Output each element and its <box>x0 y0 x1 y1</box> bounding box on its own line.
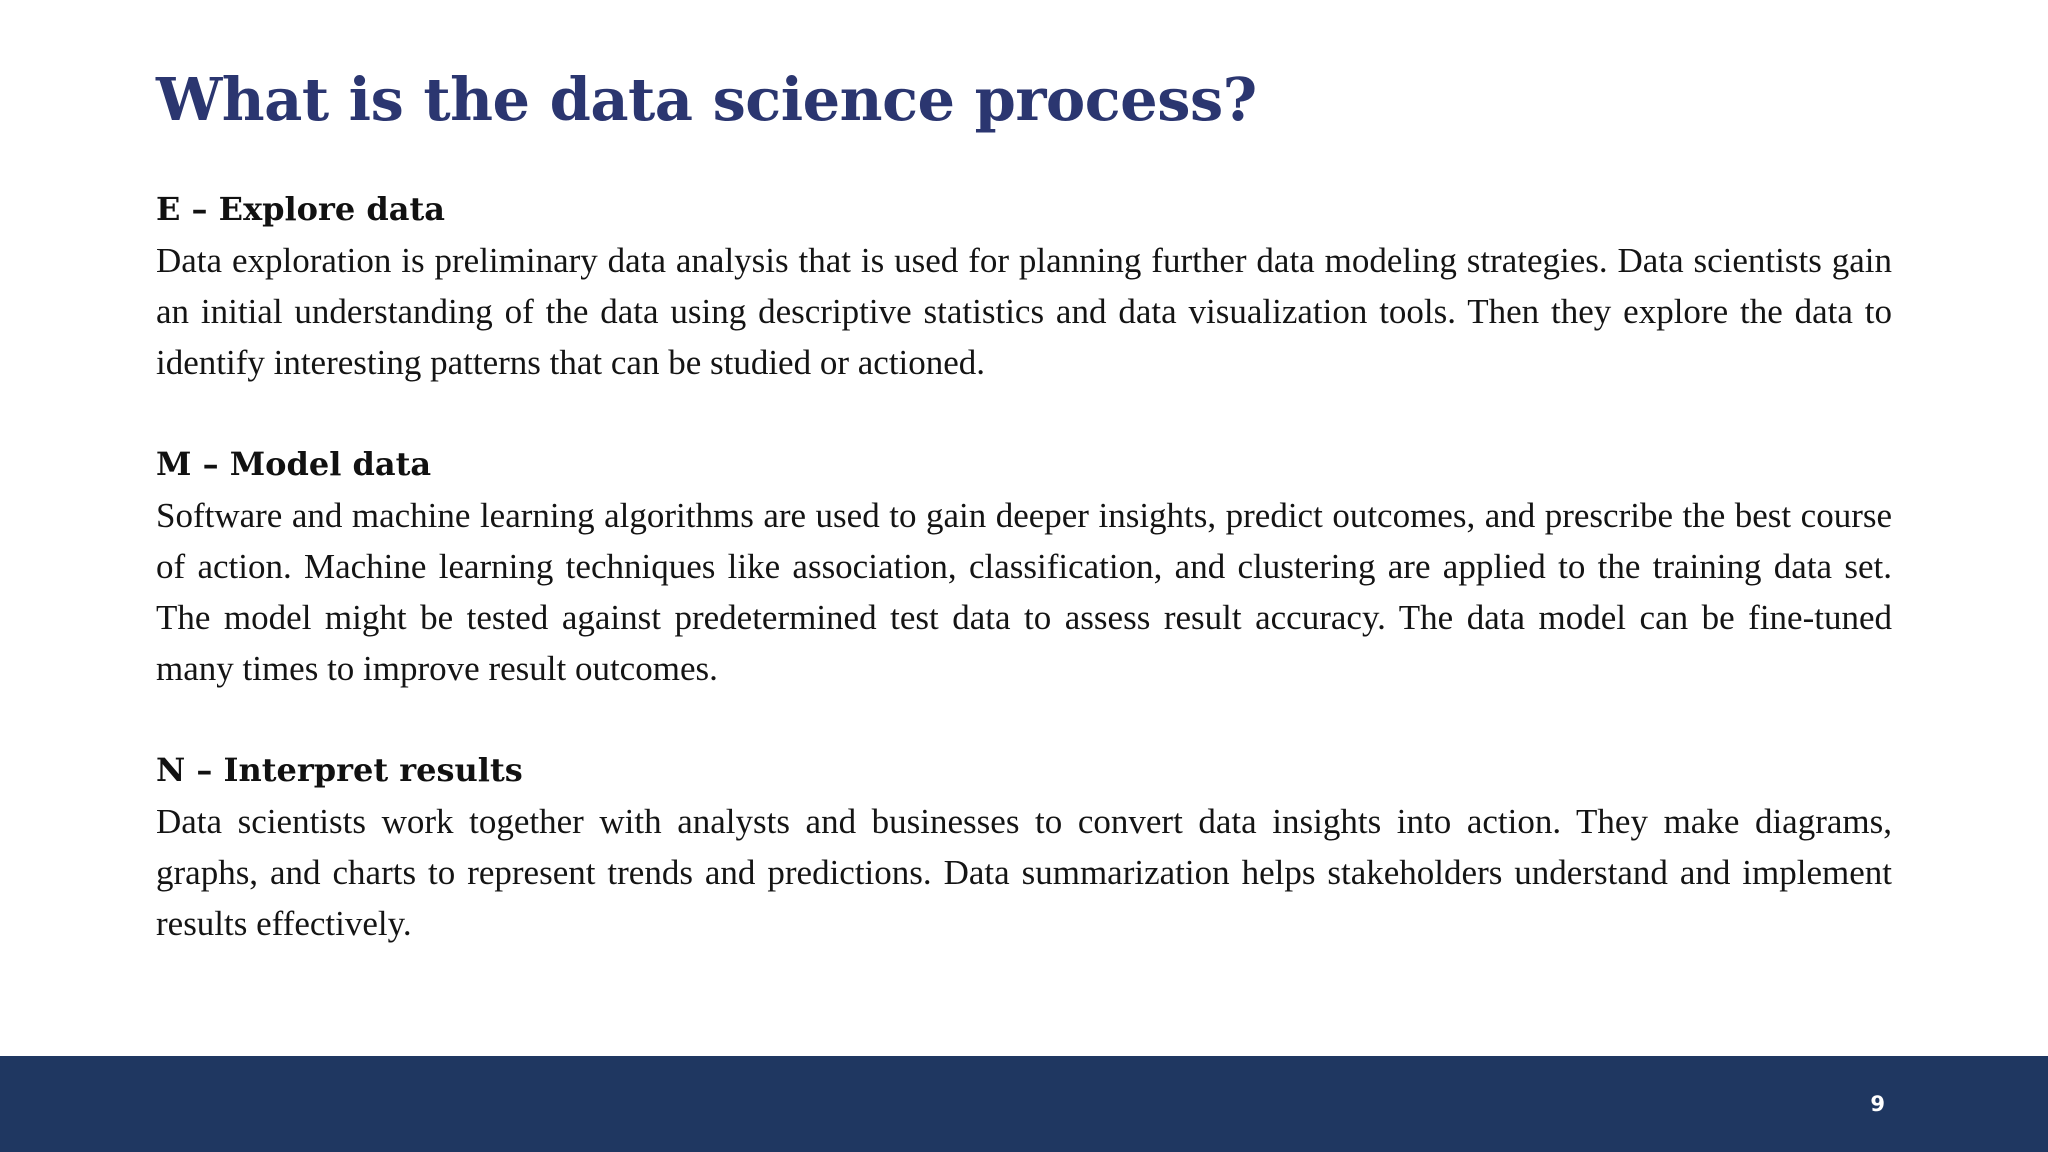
footer-bar <box>0 1056 2048 1152</box>
section-interpret-results <box>156 745 1892 949</box>
section-body-interpret-results: Data scientists work together with analysts and businesses to convert data insights into action. They make diagrams, graphs, and charts to represent trends and predictions. Data summarization helps stakeholders understand and implement results effectively. <box>156 802 1892 943</box>
section-explore-data <box>156 184 1892 388</box>
section-body-explore-data: Data exploration is preliminary data analysis that is used for planning further data modeling strategies. Data scientists gain an initial understanding of the data using descriptive statistics and data visualization tools. Then they explore the data to identify interesting patterns that can be studied or actioned. <box>156 241 1892 382</box>
section-heading-explore-data: E – Explore data <box>156 190 445 228</box>
slide-title: What is the data science process? <box>156 65 1257 134</box>
slide-content <box>156 184 1892 1000</box>
section-body-model-data: Software and machine learning algorithms are used to gain deeper insights, predict outcomes, and prescribe the best course of action. Machine learning techniques like association, classification, and clustering are applied to the training data set. The model might be tested against predetermined test data to assess result accuracy. The data model can be fine-tuned many times to improve result outcomes. <box>156 496 1892 688</box>
page-number: 9 <box>1870 1092 1885 1116</box>
section-heading-interpret-results: N – Interpret results <box>156 751 523 789</box>
section-model-data <box>156 439 1892 694</box>
section-heading-model-data: M – Model data <box>156 445 432 483</box>
